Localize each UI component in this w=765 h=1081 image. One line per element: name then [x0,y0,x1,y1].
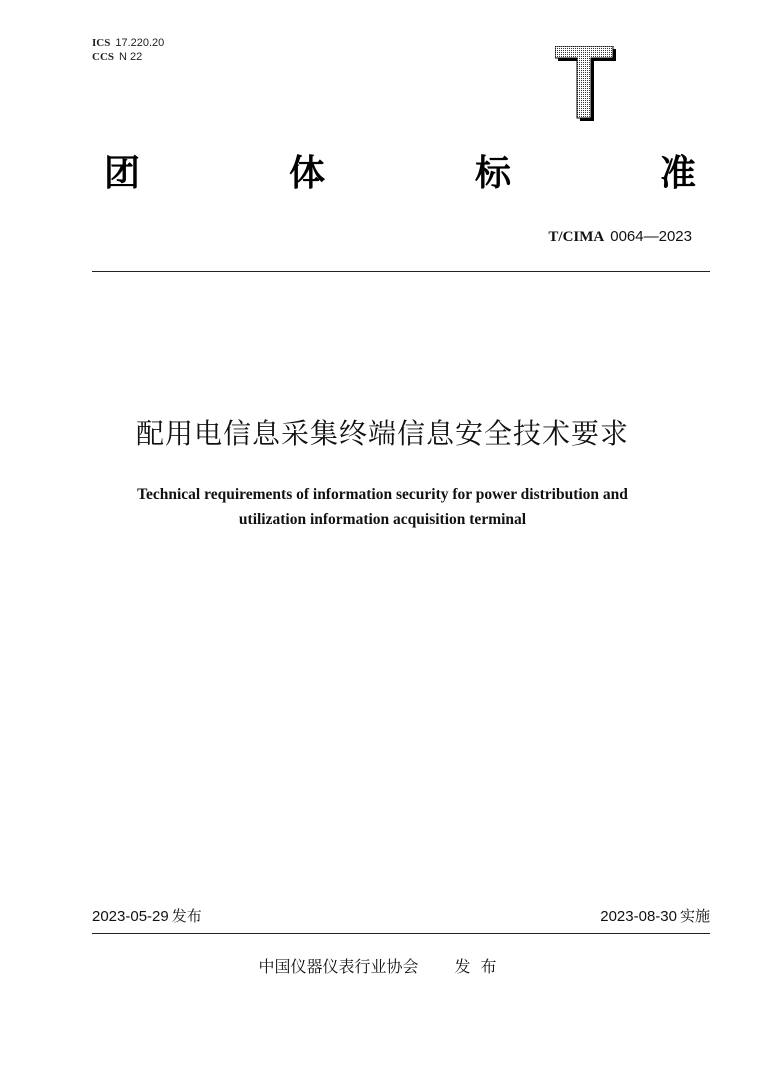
standard-code-prefix: T/CIMA [548,229,605,245]
publish-date-label: 发布 [171,907,202,925]
ccs-value: N 22 [119,51,143,63]
publish-date [92,905,202,928]
implement-date [600,905,710,928]
ics-value: 17.220.20 [115,37,165,49]
issuer-action: 发布 [454,957,507,976]
issuer-line [0,955,765,979]
standard-code-number: 0064—2023 [610,228,692,245]
ccs-key: CCS [92,51,115,63]
heading-char-1: 团 [104,153,141,194]
implement-date-label: 实施 [679,907,710,925]
ics-code [92,37,164,50]
heading-char-3: 标 [475,153,512,194]
header-divider [92,271,710,272]
standard-type-t-mark [555,46,617,122]
footer-divider [92,933,710,934]
document-title-en-line2: utilization information acquisition terminal [238,511,527,528]
document-title-zh: 配用电信息采集终端信息安全技术要求 [135,417,629,450]
implement-date-value: 2023-08-30 [600,908,677,925]
heading-char-4: 准 [660,153,697,194]
issuer-org: 中国仪器仪表行业协会 [258,957,419,976]
heading-char-2: 体 [289,153,326,194]
ics-key: ICS [92,37,111,49]
standard-code [548,226,692,247]
publish-date-value: 2023-05-29 [92,908,169,925]
document-title-en-line1: Technical requirements of information security for power distribution and [137,486,628,503]
ccs-code [92,51,142,64]
